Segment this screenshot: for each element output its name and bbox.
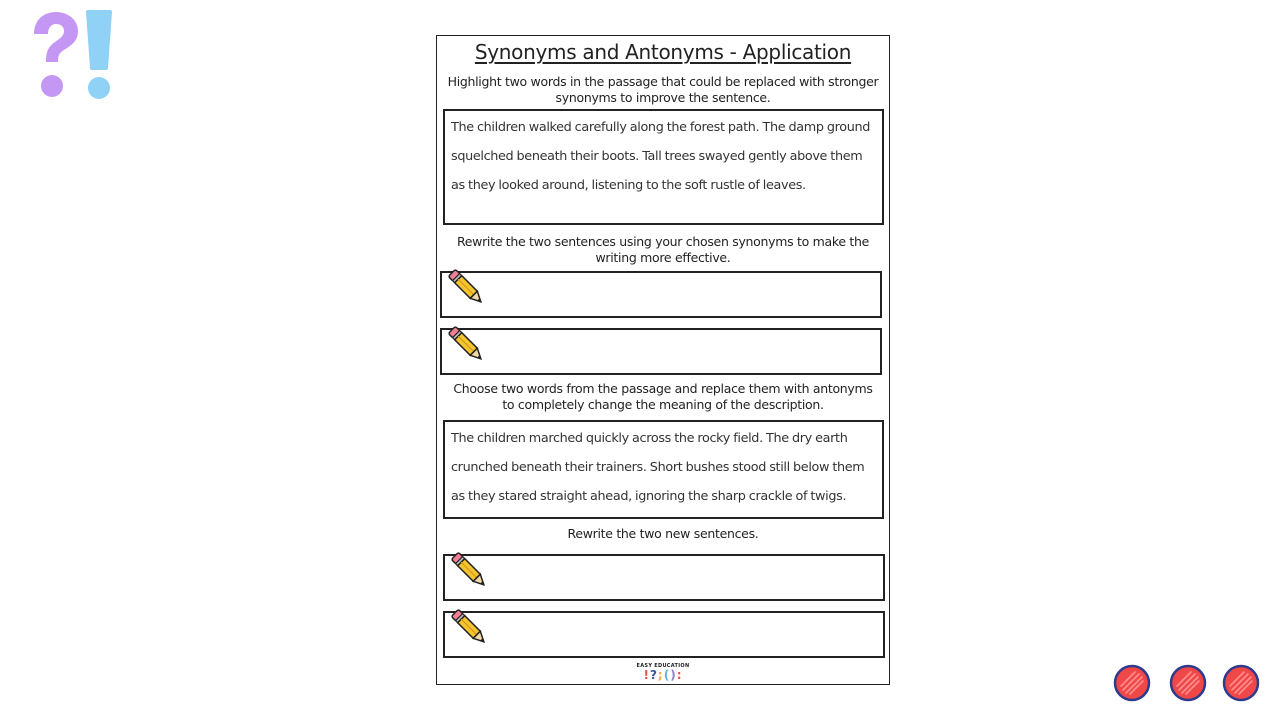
writing-box-1[interactable]: [440, 271, 882, 318]
instruction-highlight: Highlight two words in the passage that could be replaced with stronger synonyms to improve the sentence.: [447, 74, 879, 105]
logo-symbols: !?;():: [643, 668, 683, 682]
worksheet-title: Synonyms and Antonyms - Application: [474, 40, 852, 64]
worksheet: [436, 35, 890, 685]
pencil-icon: [445, 546, 493, 594]
logo-text: EASY EDUCATION: [636, 663, 690, 669]
pencil-icon: [442, 320, 490, 368]
easy-education-logo: [437, 663, 889, 682]
writing-box-4[interactable]: [443, 611, 885, 658]
question-exclamation-icon: [12, 4, 122, 104]
passage-antonyms: The children marched quickly across the rocky field. The dry earth crunched beneath their trainers. Short bushes stood still below them as they stared straight ahead, ignoring the sharp crackle of twigs.: [443, 420, 884, 519]
instruction-antonyms: Choose two words from the passage and replace them with antonyms to completely change the meaning of the description.: [453, 381, 873, 412]
writing-box-2[interactable]: [440, 328, 882, 375]
passage-synonyms: The children walked carefully along the forest path. The damp ground squelched beneath their boots. Tall trees swayed gently above them as they looked around, listening to the soft rustle of leaves.: [443, 109, 884, 225]
nav-button-3[interactable]: [1222, 664, 1260, 702]
pencil-icon: [442, 263, 490, 311]
instruction-rewrite-new: Rewrite the two new sentences.: [567, 526, 759, 541]
writing-box-3[interactable]: [443, 554, 885, 601]
nav-button-2[interactable]: [1169, 664, 1207, 702]
pencil-icon: [445, 603, 493, 651]
nav-button-1[interactable]: [1113, 664, 1151, 702]
instruction-rewrite-synonyms: Rewrite the two sentences using your chosen synonyms to make the writing more effective.: [456, 234, 870, 265]
